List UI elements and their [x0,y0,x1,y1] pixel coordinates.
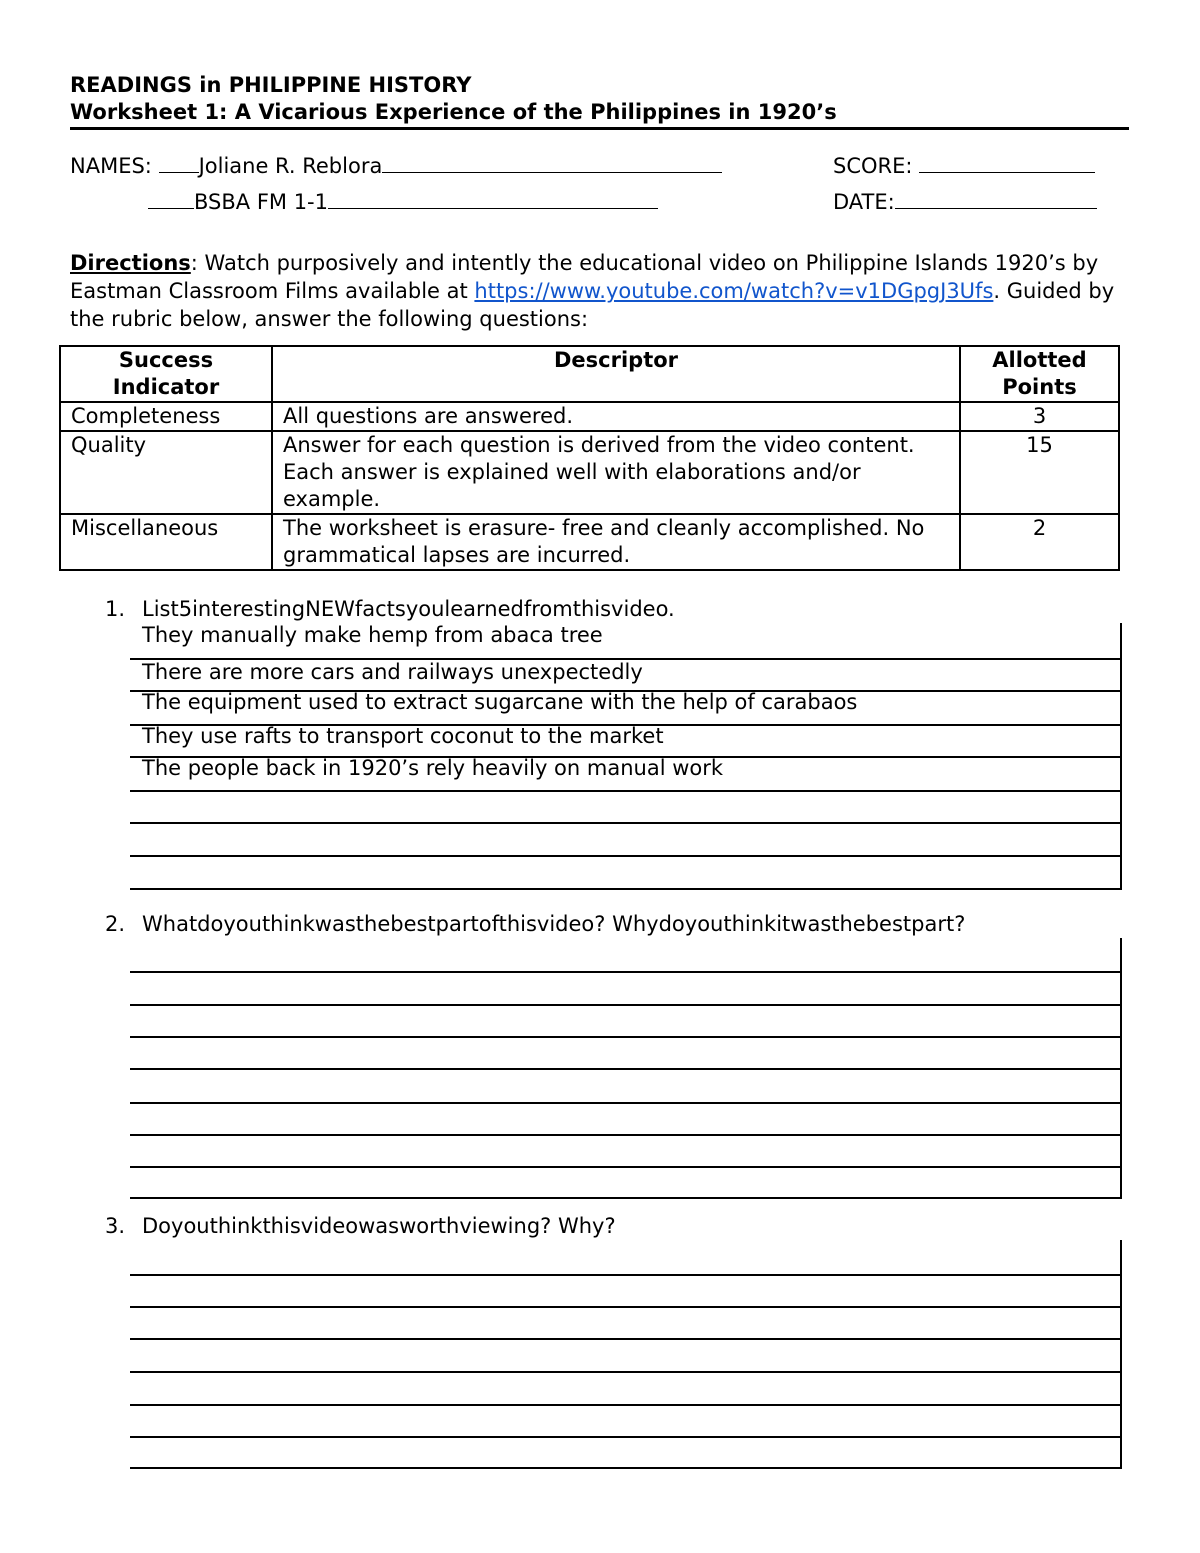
answer-area-1[interactable] [130,623,1122,890]
answer-line[interactable] [130,1371,1120,1406]
answer-text: The people back in 1920’s rely heavily on manual work [142,756,724,780]
rubric-descriptor: Answer for each question is derived from the video content. Each answer is explained well with elaborations and/or example. [272,431,960,514]
header-allotted-points: Allotted Points [960,346,1119,402]
answer-line[interactable] [130,1436,1120,1469]
answer-line[interactable] [130,756,1120,792]
answer-line[interactable] [130,938,1120,973]
answer-line[interactable] [130,971,1120,1006]
question-text: Doyouthinkthisvideowasworthviewing? Why? [142,1214,616,1238]
question-text: List5interestingNEWfactsyoulearnedfromthisvideo. [142,597,675,621]
score-field [833,150,1095,178]
name-value[interactable]: Joliane R. Reblora [198,154,383,178]
section-value[interactable]: BSBA FM 1-1 [194,190,328,214]
date-label: DATE: [833,190,895,214]
answer-area-2[interactable] [130,938,1122,1199]
header-descriptor: Descriptor [272,346,960,402]
rubric-indicator: Miscellaneous [60,514,272,570]
section-field [148,186,658,214]
answer-line[interactable] [130,1068,1120,1104]
answer-line[interactable] [130,1102,1120,1136]
question-1 [105,597,675,621]
names-label: NAMES: [70,154,152,178]
table-row [60,514,1119,570]
answer-line[interactable] [130,1036,1120,1070]
answer-line[interactable] [130,1306,1120,1340]
rubric-indicator: Completeness [60,402,272,431]
answer-line[interactable] [130,1274,1120,1308]
answer-line[interactable] [130,1338,1120,1373]
rubric-points: 2 [960,514,1119,570]
header-success-indicator: Success Indicator [60,346,272,402]
date-field [833,186,1097,214]
answer-line[interactable] [130,1240,1120,1276]
answer-line[interactable] [130,724,1120,758]
names-field [70,150,722,178]
rubric-indicator: Quality [60,431,272,514]
question-number: 3. [105,1214,126,1238]
answer-line[interactable] [130,822,1120,857]
table-row [60,402,1119,431]
rubric-points: 3 [960,402,1119,431]
directions [70,249,1115,333]
directions-text-before: : Watch purposively and intently the educational video on Philippine Islands 1920’s by Eastman Classroom Films available at [70,251,1099,303]
rubric-descriptor: The worksheet is erasure- free and cleanly accomplished. No grammatical lapses are incurred. [272,514,960,570]
answer-line[interactable] [130,1004,1120,1038]
answer-line[interactable] [130,623,1120,660]
date-blank[interactable] [895,186,1097,209]
rubric-descriptor: All questions are answered. [272,402,960,431]
course-title: READINGS in PHILIPPINE HISTORY [70,73,472,97]
answer-line[interactable] [130,855,1120,890]
score-label: SCORE: [833,154,913,178]
answer-text: They manually make hemp from abaca tree [142,623,603,647]
answer-line[interactable] [130,790,1120,824]
answer-area-3[interactable] [130,1240,1122,1469]
answer-text: They use rafts to transport coconut to the market [142,724,664,748]
answer-text: There are more cars and railways unexpectedly [142,660,643,684]
question-number: 2. [105,912,126,936]
answer-text: The equipment used to extract sugarcane with the help of carabaos [142,690,858,714]
answer-line[interactable] [130,658,1120,692]
rubric-table [59,345,1120,571]
answer-line[interactable] [130,1134,1120,1168]
video-link[interactable]: https://www.youtube.com/watch?v=v1DGpgJ3Ufs [474,279,994,303]
answer-line[interactable] [130,690,1120,726]
question-3 [105,1214,616,1238]
answer-line[interactable] [130,1404,1120,1438]
answer-line[interactable] [130,1166,1120,1199]
header-divider [70,127,1129,130]
rubric-header-row [60,346,1119,402]
question-text: Whatdoyouthinkwasthebestpartofthisvideo? Whydoyouthinkitwasthebestpart? [142,912,966,936]
directions-text-after: . Guided by the rubric below, answer the following questions: [70,279,1115,331]
table-row [60,431,1119,514]
question-2 [105,912,965,936]
worksheet-title: Worksheet 1: A Vicarious Experience of the Philippines in 1920’s [70,100,837,124]
score-blank[interactable] [919,150,1095,173]
question-number: 1. [105,597,126,621]
rubric-points: 15 [960,431,1119,514]
directions-label: Directions [70,251,191,275]
